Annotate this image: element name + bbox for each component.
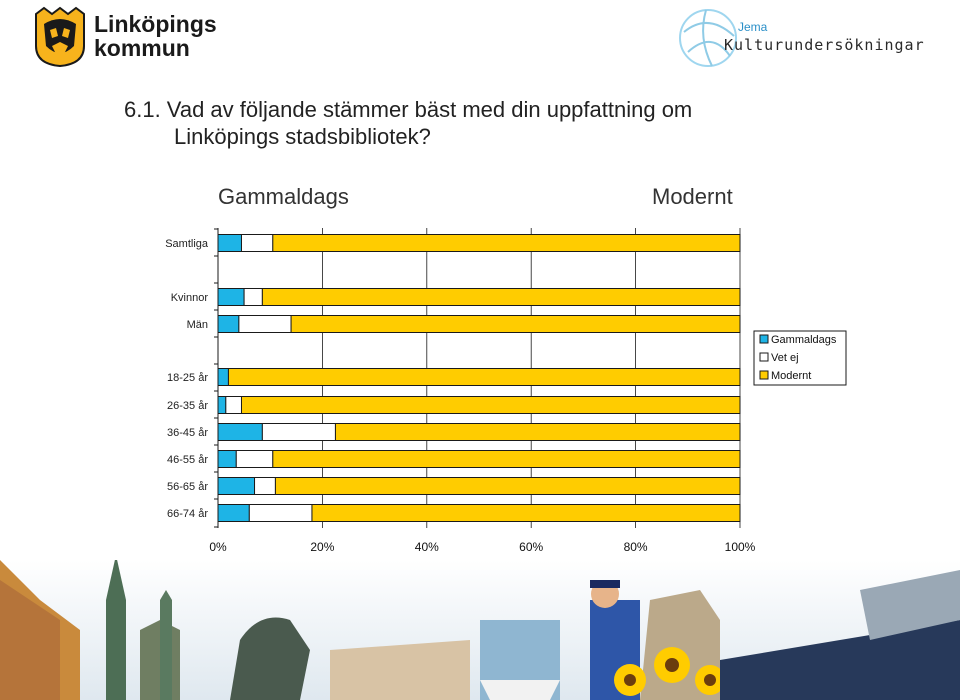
bar-gammaldags <box>218 505 249 522</box>
city-collage-image <box>0 560 960 700</box>
bar-gammaldags <box>218 289 244 306</box>
bar-modernt <box>312 505 740 522</box>
category-label: Män <box>186 319 208 331</box>
legend-label: Modernt <box>771 370 812 382</box>
x-tick-label: 0% <box>209 540 227 554</box>
legend-label: Gammaldags <box>771 334 837 346</box>
bar-gammaldags <box>218 397 226 414</box>
bar-vet-ej <box>239 316 291 333</box>
category-label: 56-65 år <box>167 481 208 493</box>
category-label: 46-55 år <box>167 454 208 466</box>
category-label: 26-35 år <box>167 400 208 412</box>
jema-brand: Jema <box>738 20 768 34</box>
legend-swatch <box>760 335 768 343</box>
logo-line1: Linköpings <box>94 11 217 37</box>
category-label: 66-74 år <box>167 508 208 520</box>
bar-vet-ej <box>244 289 262 306</box>
kultur-text: Kulturundersökningar <box>724 36 925 54</box>
logo-line2: kommun <box>94 35 190 61</box>
bar-gammaldags <box>218 451 236 468</box>
x-tick-label: 100% <box>724 540 756 554</box>
bar-gammaldags <box>218 424 262 441</box>
bar-modernt <box>241 397 740 414</box>
category-label: 18-25 år <box>167 372 208 384</box>
category-label: Samtliga <box>165 238 208 250</box>
bar-gammaldags <box>218 235 241 252</box>
bar-vet-ej <box>226 397 242 414</box>
category-label: 36-45 år <box>167 427 208 439</box>
bar-gammaldags <box>218 478 255 495</box>
x-tick-label: 20% <box>310 540 335 554</box>
bar-gammaldags <box>218 369 228 386</box>
question-line1: 6.1. Vad av följande stämmer bäst med din uppfattning om <box>124 97 693 122</box>
bar-modernt <box>273 235 740 252</box>
x-tick-label: 60% <box>519 540 544 554</box>
scale-head-left: Gammaldags <box>218 184 349 209</box>
bar-gammaldags <box>218 316 239 333</box>
bar-vet-ej <box>236 451 273 468</box>
bar-modernt <box>335 424 740 441</box>
legend-swatch <box>760 371 768 379</box>
x-tick-label: 40% <box>414 540 439 554</box>
question-line2: Linköpings stadsbibliotek? <box>174 124 431 149</box>
bar-modernt <box>275 478 740 495</box>
bar-modernt <box>262 289 740 306</box>
legend-label: Vet ej <box>771 352 799 364</box>
x-tick-label: 80% <box>623 540 648 554</box>
legend-swatch <box>760 353 768 361</box>
bar-modernt <box>273 451 740 468</box>
bar-modernt <box>291 316 740 333</box>
bar-vet-ej <box>262 424 335 441</box>
bar-modernt <box>228 369 740 386</box>
category-label: Kvinnor <box>170 292 208 304</box>
bar-vet-ej <box>255 478 276 495</box>
scale-head-right: Modernt <box>652 184 733 209</box>
bar-vet-ej <box>241 235 272 252</box>
bar-vet-ej <box>249 505 312 522</box>
